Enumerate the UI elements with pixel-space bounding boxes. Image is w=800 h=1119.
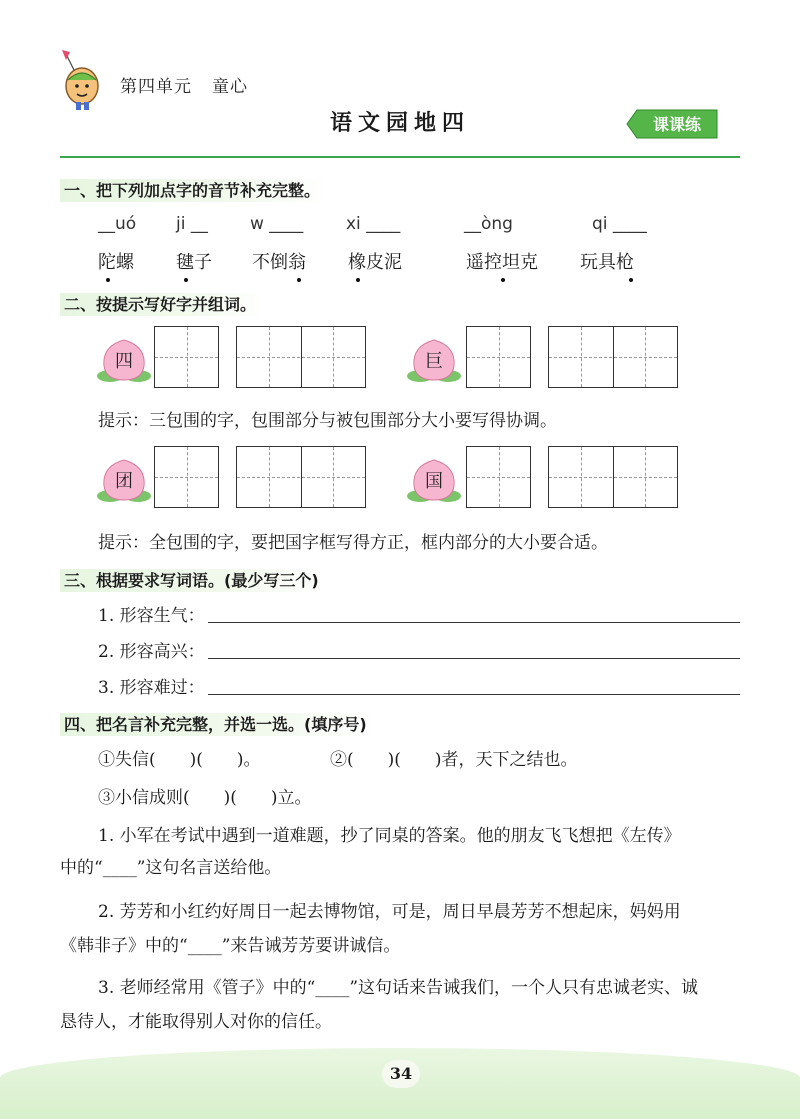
emphasis-dot — [501, 278, 505, 282]
practice-char: 四 — [115, 351, 133, 372]
word-3: 不倒翁 — [252, 252, 306, 273]
hint-text-1: 提示：三包围的字，包围部分与被包围部分大小要写得协调。 — [98, 411, 557, 431]
question-2-line2: 《韩非子》中的“____”来告诫芳芳要讲诚信。 — [60, 936, 401, 956]
answer-line[interactable] — [208, 658, 740, 659]
hint-text-2: 提示：全包围的字，要把国字框写得方正，框内部分的大小要合适。 — [98, 533, 608, 553]
question-1-line1: 1. 小军在考试中遇到一道难题，抄了同桌的答案。他的朋友飞飞想把《左传》 — [98, 826, 681, 846]
page-title: 语文园地四 — [329, 111, 470, 136]
emphasis-dot — [297, 278, 301, 282]
pinyin-4: xi ____ — [346, 214, 401, 234]
section1-heading: 一、把下列加点字的音节补充完整。 — [60, 178, 328, 201]
word-grid[interactable] — [236, 326, 366, 388]
word-5: 遥控坦克 — [466, 252, 538, 273]
peach-char-badge — [96, 336, 152, 386]
proverb-2: ②( )( )者，天下之结也。 — [330, 750, 578, 770]
word-grid[interactable] — [548, 326, 678, 388]
practice-char: 巨 — [425, 351, 443, 372]
practice-char: 团 — [115, 471, 133, 492]
emphasis-dot — [356, 278, 360, 282]
pinyin-2: ji __ — [176, 214, 208, 234]
writing-grid[interactable] — [466, 326, 531, 388]
page-number: 34 — [382, 1060, 420, 1088]
question-1-line2: 中的“____”这句名言送给他。 — [60, 858, 282, 878]
writing-grid[interactable] — [154, 326, 219, 388]
word-prompt-1: 1. 形容生气： — [98, 606, 205, 626]
word-grid[interactable] — [548, 446, 678, 508]
word-6: 玩具枪 — [580, 252, 634, 273]
answer-line[interactable] — [208, 622, 740, 623]
pinyin-1: __uó — [98, 214, 137, 234]
proverb-1: ①失信( )( )。 — [98, 750, 261, 770]
section2-heading: 二、按提示写好字并组词。 — [60, 292, 264, 315]
word-grid[interactable] — [236, 446, 366, 508]
answer-line[interactable] — [208, 694, 740, 695]
word-1: 陀螺 — [98, 252, 134, 273]
peach-char-badge — [406, 456, 462, 506]
writing-grid[interactable] — [466, 446, 531, 508]
proverb-3: ③小信成则( )( )立。 — [98, 788, 312, 808]
section4-heading: 四、把名言补充完整，并选一选。(填序号) — [60, 712, 375, 735]
lesson-tag-badge — [625, 108, 721, 140]
peach-char-badge — [96, 456, 152, 506]
word-prompt-3: 3. 形容难过： — [98, 678, 205, 698]
emphasis-dot — [106, 278, 110, 282]
pinyin-5: __òng — [464, 214, 513, 234]
emphasis-dot — [184, 278, 188, 282]
question-3-line1: 3. 老师经常用《管子》中的“____”这句话来告诫我们，一个人只有忠诚老实、诚 — [98, 978, 699, 998]
question-3-line2: 恳待人，才能取得别人对你的信任。 — [60, 1012, 332, 1032]
header-divider — [60, 156, 740, 158]
pinyin-6: qi ____ — [592, 214, 647, 234]
practice-char: 国 — [425, 471, 443, 492]
lesson-tag-label: 课课练 — [652, 115, 702, 134]
unit-topic: 童心 — [212, 77, 248, 97]
word-4: 橡皮泥 — [348, 252, 402, 273]
emphasis-dot — [629, 278, 633, 282]
peach-char-badge — [406, 336, 462, 386]
pinyin-3: w ____ — [250, 214, 304, 234]
section3-heading: 三、根据要求写词语。(最少写三个) — [60, 568, 327, 591]
question-2-line1: 2. 芳芳和小红约好周日一起去博物馆，可是，周日早晨芳芳不想起床，妈妈用 — [98, 902, 681, 922]
writing-grid[interactable] — [154, 446, 219, 508]
word-prompt-2: 2. 形容高兴： — [98, 642, 205, 662]
mascot-illustration — [52, 48, 112, 112]
unit-header — [120, 72, 268, 97]
word-2: 毽子 — [176, 252, 212, 273]
unit-label: 第四单元 — [120, 77, 192, 97]
